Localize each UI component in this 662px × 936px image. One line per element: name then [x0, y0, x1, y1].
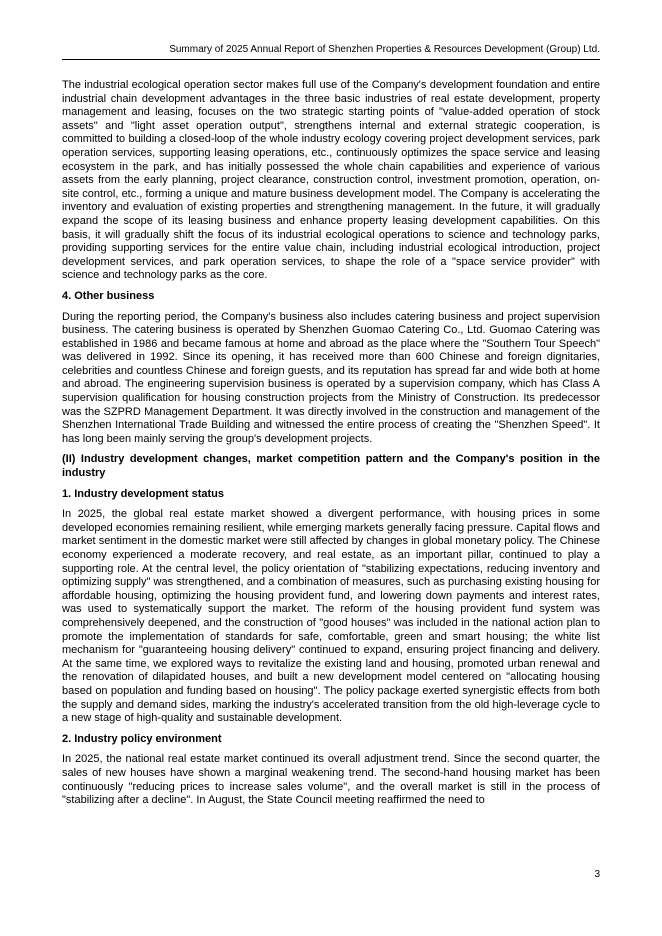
heading-policy-environment: 2. Industry policy environment — [62, 732, 222, 745]
page-number: 3 — [594, 869, 600, 880]
heading-industry-status: 1. Industry development status — [62, 487, 224, 500]
paragraph-industrial-ecology: The industrial ecological operation sector makes full use of the Company's development foundation and entire industrial chain development advantages in the three basic industries of real estate development, property management and leasing, focuses on the two strategic starting points of "value-added operation of stock assets" and "light asset operation output", strengthens internal and external strategic cooperation, is committed to building a closed-loop of the whole industry ecology covering project development services, park operation services, supporting leasing operations, etc., continuously optimizes the space service and leasing ecosystem in the park, and has initially possessed the whole chain capabilities and experience of various assets from the early planning, project clearance, construction control, investment promotion, operation, on-site control, etc., forming a unique and mature business development model. The Company is accelerating the inventory and evaluation of existing properties and strengthening management. In the future, it will gradually expand the scope of its leasing business and enhance property leasing development capabilities. On this basis, it will gradually shift the focus of its industrial ecological operations to science and technology parks, providing supporting services for the entire value chain, including industrial ecological introduction, project development services, and park operation services, to shape the role of a "space service provider" with science and technology parks as the core. — [62, 79, 600, 282]
paragraph-policy-environment: In 2025, the national real estate market continued its overall adjustment trend. Since the second quarter, the sales of new houses have shown a marginal weakening trend. The second-hand housing market has been continuously "reducing prices to increase sales volume", and the overall market is still in the process of "stabilizing after a decline". In August, the State Council meeting reaffirmed the need to — [62, 753, 600, 807]
heading-section-ii: (II) Industry development changes, market competition pattern and the Company's position in the industry — [62, 453, 600, 480]
running-header: Summary of 2025 Annual Report of Shenzhen Properties & Resources Development (Group) Ltd. — [62, 44, 600, 60]
heading-other-business: 4. Other business — [62, 289, 155, 302]
page-content — [62, 79, 600, 815]
paragraph-industry-status: In 2025, the global real estate market showed a divergent performance, with housing prices in some developed economies remaining resilient, while emerging markets generally facing pressure. Capital flows and market sentiment in the domestic market were still affected by changes in global monetary policy. The Chinese economy experienced a moderate recovery, and real estate, as an important pillar, continued to play a supporting role. At the central level, the policy orientation of "stabilizing expectations, reducing inventory and optimizing supply" was strengthened, and a combination of measures, such as purchasing existing housing for affordable housing, optimizing the housing provident fund, and lowering down payments and interest rates, was used to systematically support the market. The reform of the housing provident fund system was comprehensively deepened, and the construction of "good houses" was included in the national action plan to promote the implementation of standards for safe, comfortable, green and smart housing; the white list mechanism for "guaranteeing housing delivery" continued to expand, ensuring project financing and delivery. At the same time, we explored ways to revitalize the existing land and housing, promoted urban renewal and the renovation of dilapidated houses, and built a new development model centered on "allocating housing based on population and funding based on housing". The policy package exerted synergistic effects from both the supply and demand sides, marking the industry's accelerated transition from the old high-leverage cycle to a new stage of high-quality and sustainable development. — [62, 508, 600, 725]
paragraph-other-business: During the reporting period, the Company's business also includes catering business and project supervision business. The catering business is operated by Shenzhen Guomao Catering Co., Ltd. Guomao Catering was established in 1986 and became famous at home and abroad as the place where the "Southern Tour Speech" was delivered in 1992. Since its opening, it has received more than 600 Chinese and foreign dignitaries, celebrities and countless Chinese and foreign guests, and its reputation has spread far and wide both at home and abroad. The engineering supervision business is operated by a supervision company, which has Class A supervision qualification for housing construction projects from the Ministry of Construction. Its predecessor was the SZPRD Management Department. It was directly involved in the construction and management of the Shenzhen International Trade Building and witnessed the entire process of creating the "Shenzhen Speed". It has long been mainly serving the group's development projects. — [62, 310, 600, 445]
